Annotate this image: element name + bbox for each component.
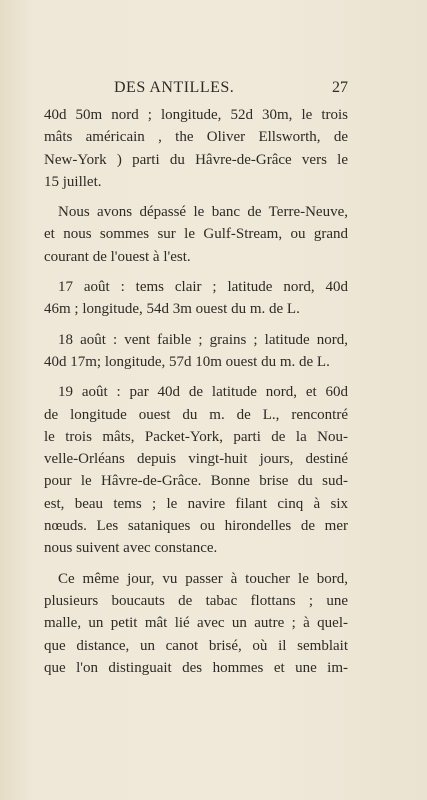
text-line: 19 août : par 40d de latitude nord, et 60d: [58, 384, 348, 401]
text-line: 18 août : vent faible ; grains ; latitude nord,: [58, 331, 348, 348]
text-line: New-York ) parti du Hâvre-de-Grâce vers le: [44, 151, 348, 168]
text-line: pour le Hâvre-de-Grâce. Bonne brise du sud-: [44, 473, 348, 490]
text-line: 17 août : tems clair ; latitude nord, 40d: [58, 279, 348, 296]
text-line: Nous avons dépassé le banc de Terre-Neuve,: [58, 204, 348, 221]
text-line: 40d 50m nord ; longitude, 52d 30m, le trois: [44, 107, 348, 123]
text-line: nous suivent avec constance.: [44, 540, 218, 557]
text-line: et nous sommes sur le Gulf-Stream, ou grand: [44, 226, 348, 243]
paragraph: [44, 201, 348, 268]
paragraph: [44, 568, 348, 679]
text-line: velle-Orléans depuis vingt-huit jours, destiné: [44, 451, 348, 468]
body-text: [44, 104, 348, 679]
paragraph-gap: [44, 373, 348, 381]
paragraph: [44, 329, 348, 374]
running-title: DES ANTILLES.: [114, 79, 235, 96]
paragraph: [44, 104, 348, 193]
paragraph-gap: [44, 193, 348, 201]
text-line: 40d 17m; longitude, 57d 10m ouest du m. de L.: [44, 353, 330, 370]
text-line: plusieurs boucauts de tabac flottans ; une: [44, 592, 348, 609]
text-line: mâts américain , the Oliver Ellsworth, de: [44, 129, 348, 146]
text-line: que distance, un canot brisé, où il semblait: [44, 637, 348, 654]
text-line: courant de l'ouest à l'est.: [44, 248, 191, 265]
text-line: 15 juillet.: [44, 173, 102, 190]
text-line: que l'on distinguait des hommes et une im-: [44, 659, 348, 676]
paragraph-gap: [44, 268, 348, 276]
text-line: est, beau tems ; le navire filant cinq à six: [44, 495, 348, 512]
text-line: nœuds. Les sataniques ou hirondelles de mer: [44, 518, 348, 535]
paragraph-gap: [44, 321, 348, 329]
text-line: malle, un petit mât lié avec un autre ; à quel-: [44, 615, 348, 632]
paragraph: [44, 381, 348, 559]
paragraph-gap: [44, 560, 348, 568]
text-line: de longitude ouest du m. de L., rencontré: [44, 406, 348, 423]
text-line: Ce même jour, vu passer à toucher le bord,: [58, 570, 348, 587]
page-header: [50, 79, 348, 101]
page-number: 27: [332, 79, 348, 96]
text-line: le trois mâts, Packet-York, parti de la Nou-: [44, 428, 348, 445]
paragraph: [44, 276, 348, 321]
text-line: 46m ; longitude, 54d 3m ouest du m. de L.: [44, 301, 300, 318]
